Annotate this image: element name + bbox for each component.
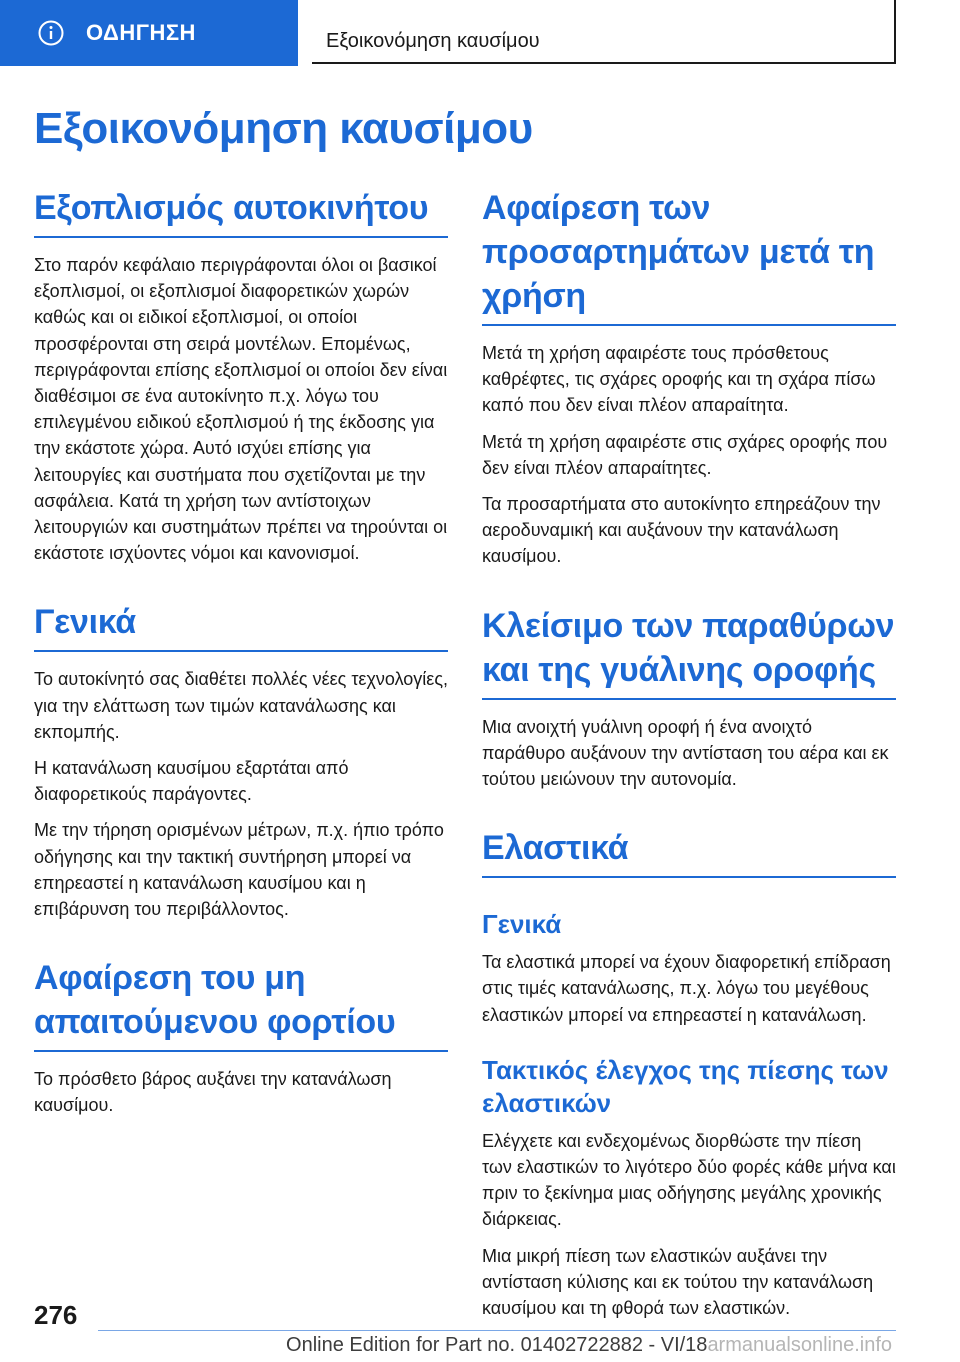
- subheading-tires-general: Γενικά: [482, 909, 562, 940]
- heading-vehicle-equipment: Εξοπλισμός αυτοκινήτου: [34, 186, 448, 238]
- watermark: armanualsonline.info: [707, 1334, 892, 1356]
- footer-edition: [286, 1334, 892, 1357]
- heading-general: Γενικά: [34, 600, 448, 652]
- paragraph: Το αυτοκίνητό σας διαθέτει πολλές νέες τεχνολογίες, για την ελάττωση των τιμών κατανάλωσης και εκπομπής.: [34, 669, 449, 742]
- heading-remove-load: Αφαίρεση του μη απαιτούμενου φορτίου: [34, 956, 448, 1052]
- paragraph: Μετά τη χρήση αφαιρέστε στις σχάρες οροφής που δεν είναι πλέον απαραίτητες.: [482, 431, 888, 478]
- paragraph: Μια ανοιχτή γυάλινη οροφή ή ένα ανοιχτό παράθυρο αυξάνουν την αντίσταση του αέρα και εκ τούτου μειώνουν την αυτονομία.: [482, 716, 889, 790]
- left-column: [34, 186, 448, 1129]
- page-number: 276: [34, 1300, 78, 1330]
- edition-text: Online Edition for Part no. 01402722882 - VI/18: [286, 1334, 708, 1356]
- paragraph: Ελέγχετε και ενδεχομένως διορθώστε την πίεση των ελαστικών το λιγότερο δύο φορές κάθε μήνα και πριν το ξεκίνημα μιας οδήγησης μεγάλης χρονικής διάρκειας.: [482, 1130, 896, 1230]
- paragraph: Με την τήρηση ορισμένων μέτρων, π.χ. ήπιο τρόπο οδήγησης και την τακτική συντήρηση μπορεί να επηρεαστεί η κατανάλωση καυσίμου και η επιβάρυνση του περιβάλλοντος.: [34, 820, 444, 920]
- paragraph: Στο παρόν κεφάλαιο περιγράφονται όλοι οι βασικοί εξοπλισμοί, οι εξοπλισμοί διαφορετικών χωρών καθώς και οι ειδικοί εξοπλισμοί, οι οποίοι προσφέρονται στη σειρά μοντέλων. Επομένως, περιγράφονται επίσης εξοπλισμοί οι οποίοι δεν είναι διαθέσιμοι σε ένα αυτοκίνητο π.χ. λόγω του επιλεγμένου ειδικού εξοπλισμού ή της έκδοσης για την εκάστοτε χώρα. Αυτό ισχύει επίσης για λειτουργίες και συστήματα που σχετίζονται με την ασφάλεια. Κατά τη χρήση των αντίστοιχων λειτουργιών και συστημάτων πρέπει να τηρούνται οι εκάστοτε ισχύοντες νόμοι και κανονισμοί.: [34, 255, 448, 564]
- paragraph: Η κατανάλωση καυσίμου εξαρτάται από διαφορετικούς παράγοντες.: [34, 758, 349, 805]
- paragraph: Το πρόσθετο βάρος αυξάνει την κατανάλωση καυσίμου.: [34, 1069, 392, 1116]
- page-header: [0, 0, 960, 66]
- tab-fuel-saving[interactable]: [312, 0, 896, 64]
- paragraph: Μια μικρή πίεση των ελαστικών αυξάνει την αντίσταση κύλισης και εκ τούτου την κατανάλωση καυσίμου και τη φθορά των ελαστικών.: [482, 1245, 874, 1319]
- tab-driving[interactable]: [0, 0, 298, 66]
- paragraph: Μετά τη χρήση αφαιρέστε τους πρόσθετους καθρέφτες, τις σχάρες οροφής και τη σχάρα πίσω καπό που δεν είναι πλέον απαραίτητα.: [482, 343, 876, 416]
- heading-remove-attachments: Αφαίρεση των προσαρτημάτων μετά τη χρήση: [482, 186, 896, 326]
- tab-driving-label: ΟΔΗΓΗΣΗ: [86, 20, 196, 45]
- right-column: [482, 186, 896, 1331]
- paragraph: Τα προσαρτήματα στο αυτοκίνητο επηρεάζουν την αεροδυναμική και αυξάνουν την κατανάλωση καυσίμου.: [482, 494, 881, 567]
- paragraph: Τα ελαστικά μπορεί να έχουν διαφορετική επίδραση στις τιμές κατανάλωσης, π.χ. λόγω του μεγέθους ελαστικών μπορεί να επηρεαστεί η κατανάλωση.: [482, 952, 891, 1025]
- heading-tires: Ελαστικά: [482, 826, 896, 878]
- info-icon: [38, 20, 64, 46]
- footer-divider: [98, 1330, 896, 1331]
- heading-close-windows: Κλείσιμο των παραθύρων και της γυάλινης οροφής: [482, 604, 896, 700]
- tab-fuel-saving-label: Εξοικονόμηση καυσίμου: [326, 30, 540, 52]
- subheading-tire-pressure: Τακτικός έλεγχος της πίεσης των ελαστικών: [482, 1054, 889, 1118]
- page-title: Εξοικονόμηση καυσίμου: [34, 104, 533, 153]
